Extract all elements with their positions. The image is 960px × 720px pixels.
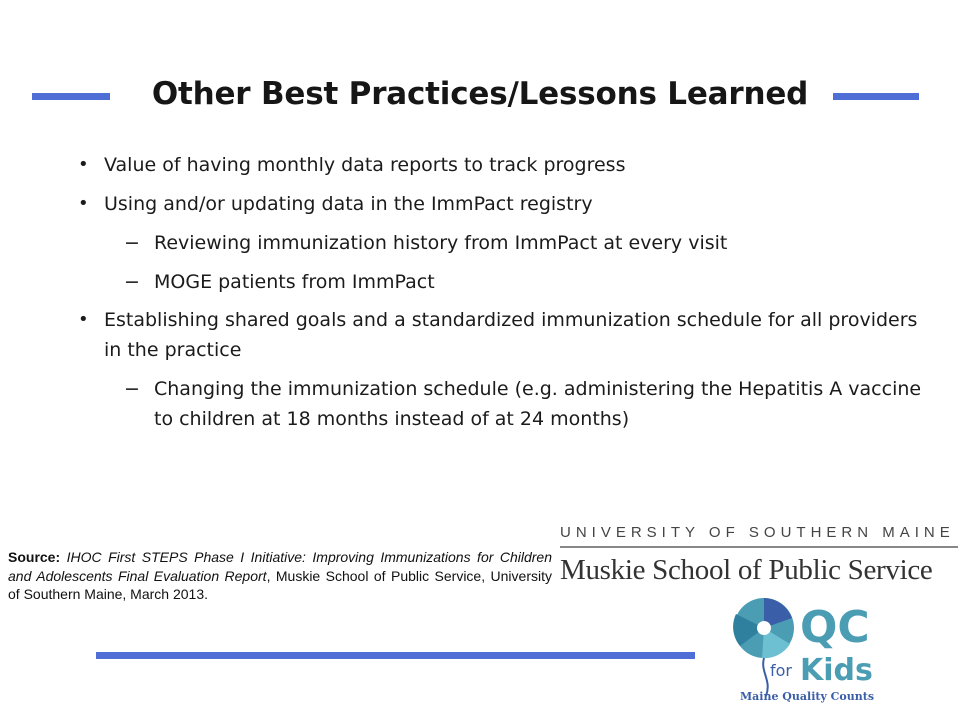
source-report-title: IHOC First STEPS Phase I Initiative: Improving Immunizations for Children and Adolescents Final Evaluation Report [8,549,552,584]
usm-logo-rule [560,546,958,548]
usm-logo-university: UNIVERSITY OF SOUTHERN MAINE [560,524,955,541]
usm-logo [560,524,960,587]
qc-logo-kids: Kids [800,653,873,688]
bullet-list [72,150,932,443]
dash-marker: − [124,232,140,254]
sub-bullet-item [72,374,932,434]
qc-logo-tagline: Maine Quality Counts [740,690,875,703]
bullet-item [72,150,932,180]
bullet-text: Reviewing immunization history from ImmPact at every visit [154,232,728,254]
bullet-text: MOGE patients from ImmPact [154,271,435,293]
bullet-text: Establishing shared goals and a standardized immunization schedule for all providers in the practice [104,309,918,361]
bullet-text: Value of having monthly data reports to track progress [104,154,626,176]
bullet-marker: • [78,309,89,330]
qc-for-kids-logo [732,592,932,712]
bullet-text: Using and/or updating data in the ImmPact registry [104,193,593,215]
sub-bullet-item [72,267,932,297]
bullet-item [72,189,932,219]
source-citation [8,548,552,604]
dash-marker: − [124,378,140,400]
bullet-text: Changing the immunization schedule (e.g. administering the Hepatitis A vaccine to children at 18 months instead of at 24 months) [154,378,922,430]
bullet-item [72,305,932,365]
pinwheel-icon [733,598,794,696]
qc-logo-graphic [732,592,932,712]
bullet-marker: • [78,193,89,214]
source-label: Source: [8,549,61,565]
qc-logo-text: QC [800,602,870,653]
footer-bar [96,652,695,659]
source-details: , Muskie School of Public Service, University of Southern Maine, March 2013. [8,567,552,602]
usm-logo-school: Muskie School of Public Service [560,554,933,586]
sub-bullet-item [72,228,932,258]
bullet-marker: • [78,154,89,175]
slide-title: Other Best Practices/Lessons Learned [151,76,809,112]
dash-marker: − [124,271,140,293]
qc-logo-for: for [770,661,792,680]
